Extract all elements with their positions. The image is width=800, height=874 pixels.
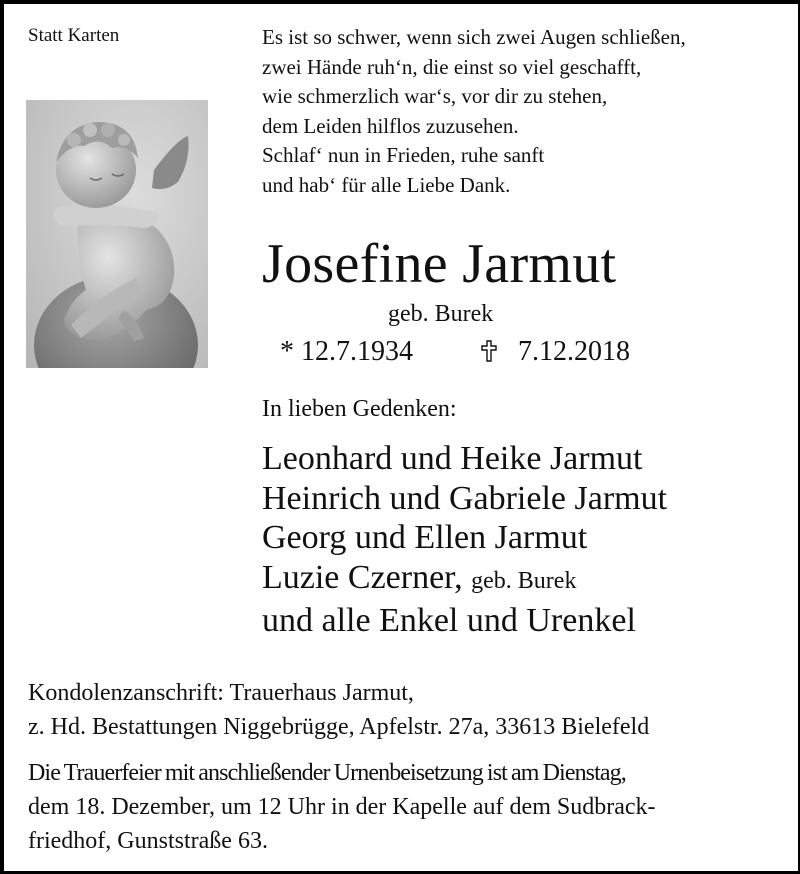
life-dates [280,336,630,370]
poem-line: Schlaf‘ nun in Frieden, ruhe sanft [262,143,545,167]
deceased-name: Josefine Jarmut [262,233,617,295]
cross-icon [481,338,497,370]
ceremony-line: dem 18. Dezember, um 12 Uhr in der Kapelle auf dem Sudbrack- [28,794,656,820]
mourner: Leonhard und Heike Jarmut [262,440,643,477]
ceremony-info [28,756,656,858]
condolence-line: Kondolenzanschrift: Trauerhaus Jarmut, [28,680,414,706]
poem-line: wie schmerzlich war‘s, vor dir zu stehen, [262,84,608,108]
death-date: 7.12.2018 [518,336,630,367]
mourner: Heinrich und Gabriele Jarmut [262,479,668,517]
ceremony-line: friedhof, Gunststraße 63. [28,828,268,854]
mourners-list [262,439,667,641]
condolence-line: z. Hd. Bestattungen Niggebrügge, Apfelstr. 27a, 33613 Bielefeld [28,714,650,740]
ceremony-line: Die Trauerfeier mit anschließender Urnenbeisetzung ist am Dienstag, [28,760,626,786]
header-note: Statt Karten [28,25,120,46]
angel-statue-photo [26,100,208,368]
mourner-maiden-name: geb. Burek [471,567,577,594]
condolence-address [28,676,649,744]
mourner-name: Luzie Czerner, [262,558,463,596]
poem-line: zwei Hände ruh‘n, die einst so viel geschafft, [262,54,642,79]
mourner: Georg und Ellen Jarmut [262,519,588,556]
birth-symbol: * [280,336,294,367]
mourner [262,558,667,602]
poem-line: Es ist so schwer, wenn sich zwei Augen schließen, [262,25,686,49]
mourner: und alle Enkel und Urenkel [262,602,636,639]
poem [262,23,686,200]
poem-line: dem Leiden hilflos zuzusehen. [262,113,519,138]
birth-date: 12.7.1934 [301,336,413,367]
remembrance-label: In lieben Gedenken: [262,396,457,422]
maiden-name: geb. Burek [388,301,494,327]
poem-line: und hab‘ für alle Liebe Dank. [262,172,511,197]
